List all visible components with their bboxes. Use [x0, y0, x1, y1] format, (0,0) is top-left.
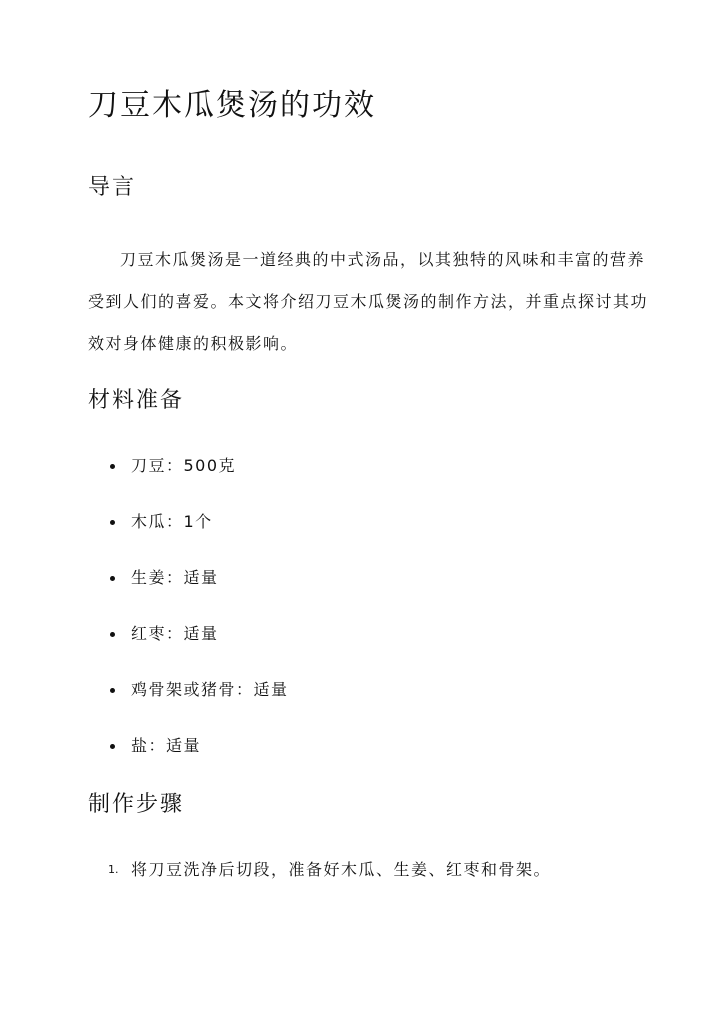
list-item: [88, 676, 289, 732]
step-number: 1.: [108, 863, 119, 876]
page-title: 刀豆木瓜煲汤的功效: [88, 88, 376, 123]
list-item: [88, 452, 289, 508]
material-item-text: 生姜：适量: [131, 568, 219, 587]
bullet-icon: [110, 464, 115, 469]
material-item-text: 盐：适量: [131, 736, 202, 755]
material-item-text: 刀豆：500克: [131, 456, 237, 475]
material-item-text: 木瓜：1个: [131, 512, 213, 531]
material-item-text: 鸡骨架或猪骨：适量: [131, 680, 289, 699]
intro-paragraph: 刀豆木瓜煲汤是一道经典的中式汤品，以其独特的风味和丰富的营养受到人们的喜爱。本文将介绍刀豆木瓜煲汤的制作方法，并重点探讨其功效对身体健康的积极影响。: [88, 250, 649, 353]
bullet-icon: [110, 744, 115, 749]
list-item: [88, 508, 289, 564]
material-item-text: 红枣：适量: [131, 624, 219, 643]
step-text: 将刀豆洗净后切段，准备好木瓜、生姜、红枣和骨架。: [131, 860, 552, 879]
bullet-icon: [110, 632, 115, 637]
bullet-icon: [110, 520, 115, 525]
steps-list: [88, 856, 551, 884]
list-item: [88, 856, 551, 884]
materials-heading: 材料准备: [88, 388, 185, 413]
list-item: [88, 620, 289, 676]
intro-heading: 导言: [88, 175, 137, 200]
list-item: [88, 732, 289, 788]
materials-list: [88, 452, 289, 788]
steps-heading: 制作步骤: [88, 792, 185, 817]
list-item: [88, 564, 289, 620]
bullet-icon: [110, 688, 115, 693]
bullet-icon: [110, 576, 115, 581]
